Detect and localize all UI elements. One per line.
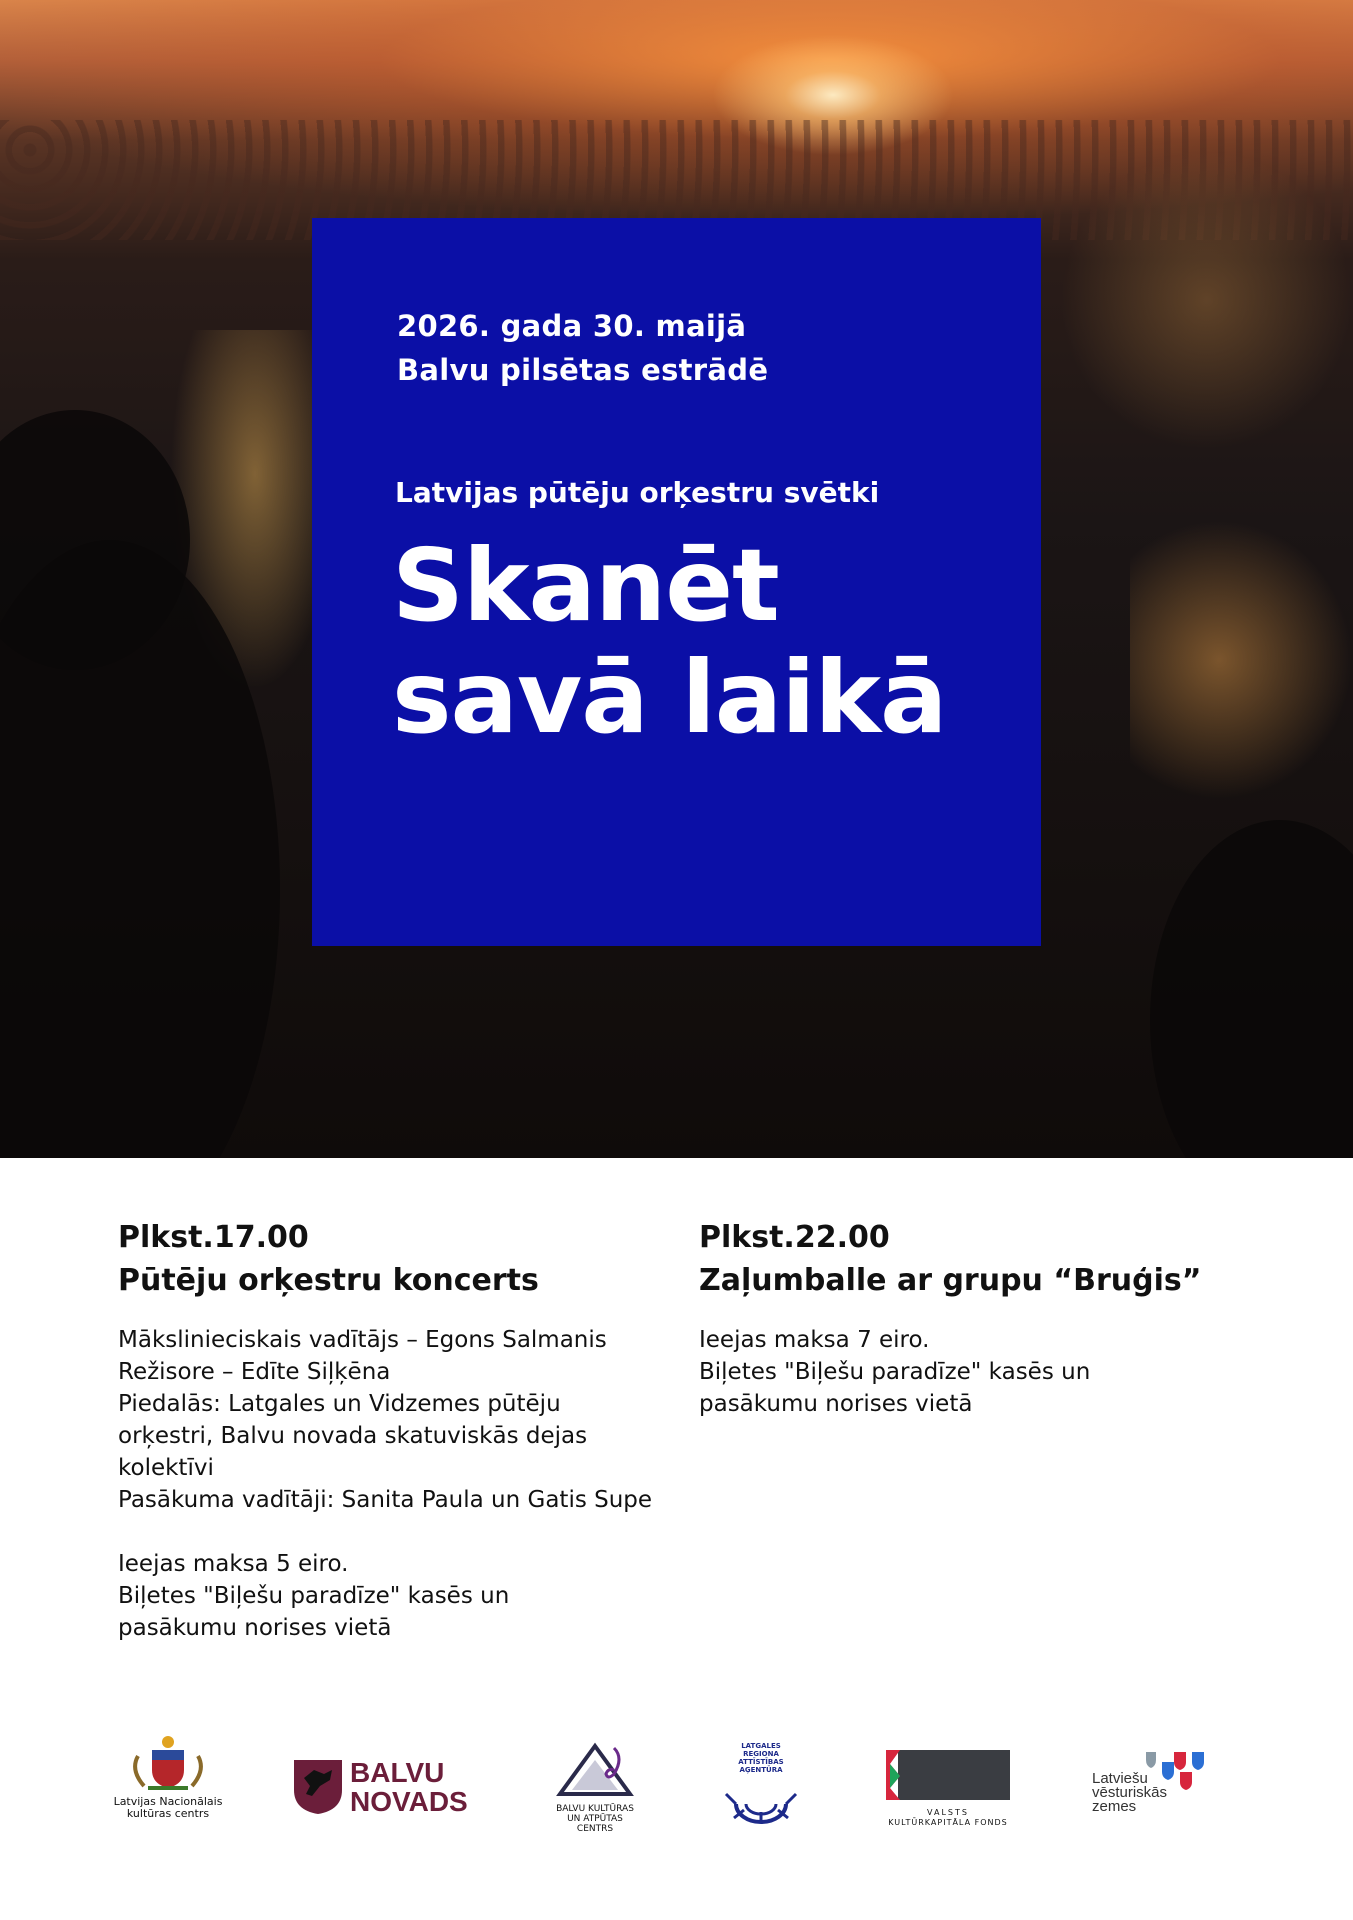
- event-venue: Balvu pilsētas estrādē: [397, 353, 769, 387]
- lvz-logo: [1092, 1750, 1222, 1820]
- lraa-text: LATGALES: [741, 1742, 781, 1750]
- lvz-text: vēsturiskās: [1092, 1784, 1168, 1801]
- lvz-text: zemes: [1092, 1798, 1137, 1815]
- vkkf-logo: [884, 1748, 1012, 1828]
- event-subtitle: Latvijas pūtēju orķestru svētki: [395, 476, 880, 509]
- wolf-shield-icon: [292, 1758, 344, 1816]
- sponsor-logos: [0, 1720, 1353, 1840]
- lraa-text: REGIONA: [743, 1750, 779, 1758]
- detail-line: Piedalās: Latgales un Vidzemes pūtēju: [118, 1391, 561, 1417]
- sun-rays-icon: [716, 1774, 806, 1824]
- detail-line: orķestri, Balvu novada skatuviskās dejas: [118, 1423, 588, 1449]
- left-event-price: Ieejas maksa 5 eiro.: [118, 1551, 349, 1577]
- musician-silhouette: [1150, 820, 1353, 1158]
- right-event-tickets: pasākumu norises vietā: [699, 1391, 973, 1417]
- vkkf-text: KULTŪRKAPITĀLA FONDS: [888, 1818, 1008, 1827]
- lraa-text: ATTĪSTĪBAS: [738, 1758, 784, 1766]
- event-title-line2: savā laikā: [392, 639, 947, 756]
- vkkf-mark-icon: [884, 1748, 1012, 1804]
- left-event-name: Pūtēju orķestru koncerts: [118, 1263, 539, 1298]
- detail-line: Režisore – Edīte Siļķēna: [118, 1359, 391, 1385]
- triangle-music-icon: [548, 1742, 642, 1800]
- balvu-novads-logo: [292, 1758, 482, 1818]
- left-event: [118, 1216, 678, 1644]
- coat-of-arms-icon: [108, 1732, 228, 1792]
- lvz-text: Latviešu: [1092, 1770, 1148, 1787]
- novads-text: NOVADS: [350, 1786, 468, 1817]
- left-event-details: [118, 1324, 678, 1644]
- lnkc-text: kultūras centrs: [126, 1807, 210, 1820]
- detail-line: kolektīvi: [118, 1455, 214, 1481]
- title-box: [312, 218, 1041, 946]
- bkac-text: UN ATPŪTAS CENTRS: [567, 1814, 623, 1834]
- event-title-line1: Skanēt: [392, 527, 779, 644]
- right-event-tickets: Biļetes "Biļešu paradīze" kasēs un: [699, 1359, 1091, 1385]
- vkkf-text: VALSTS: [927, 1808, 969, 1817]
- balvu-text: BALVU: [350, 1757, 445, 1788]
- bkac-text: BALVU KULTŪRAS: [556, 1804, 634, 1814]
- left-event-time: Plkst.17.00: [118, 1220, 309, 1255]
- right-event-price: Ieejas maksa 7 eiro.: [699, 1327, 930, 1353]
- event-date: 2026. gada 30. maijā: [397, 309, 747, 343]
- lraa-logo: [716, 1742, 806, 1828]
- detail-line: Pasākuma vadītāji: Sanita Paula un Gatis Supe: [118, 1487, 653, 1513]
- horn-glow: [1060, 150, 1353, 450]
- left-event-tickets: pasākumu norises vietā: [118, 1615, 392, 1641]
- right-event: [699, 1216, 1259, 1420]
- right-event-name: Zaļumballe ar grupu “Bruģis”: [699, 1263, 1202, 1298]
- bkac-logo: [548, 1742, 642, 1834]
- right-event-details: [699, 1324, 1259, 1420]
- left-event-tickets: Biļetes "Biļešu paradīze" kasēs un: [118, 1583, 510, 1609]
- lnkc-logo: [108, 1732, 228, 1820]
- detail-line: Mākslinieciskais vadītājs – Egons Salmanis: [118, 1327, 607, 1353]
- right-event-time: Plkst.22.00: [699, 1220, 890, 1255]
- lraa-text: AĢENTŪRA: [739, 1766, 783, 1774]
- lnkc-text: Latvijas Nacionālais: [113, 1795, 223, 1808]
- trumpet-glow: [1130, 520, 1353, 800]
